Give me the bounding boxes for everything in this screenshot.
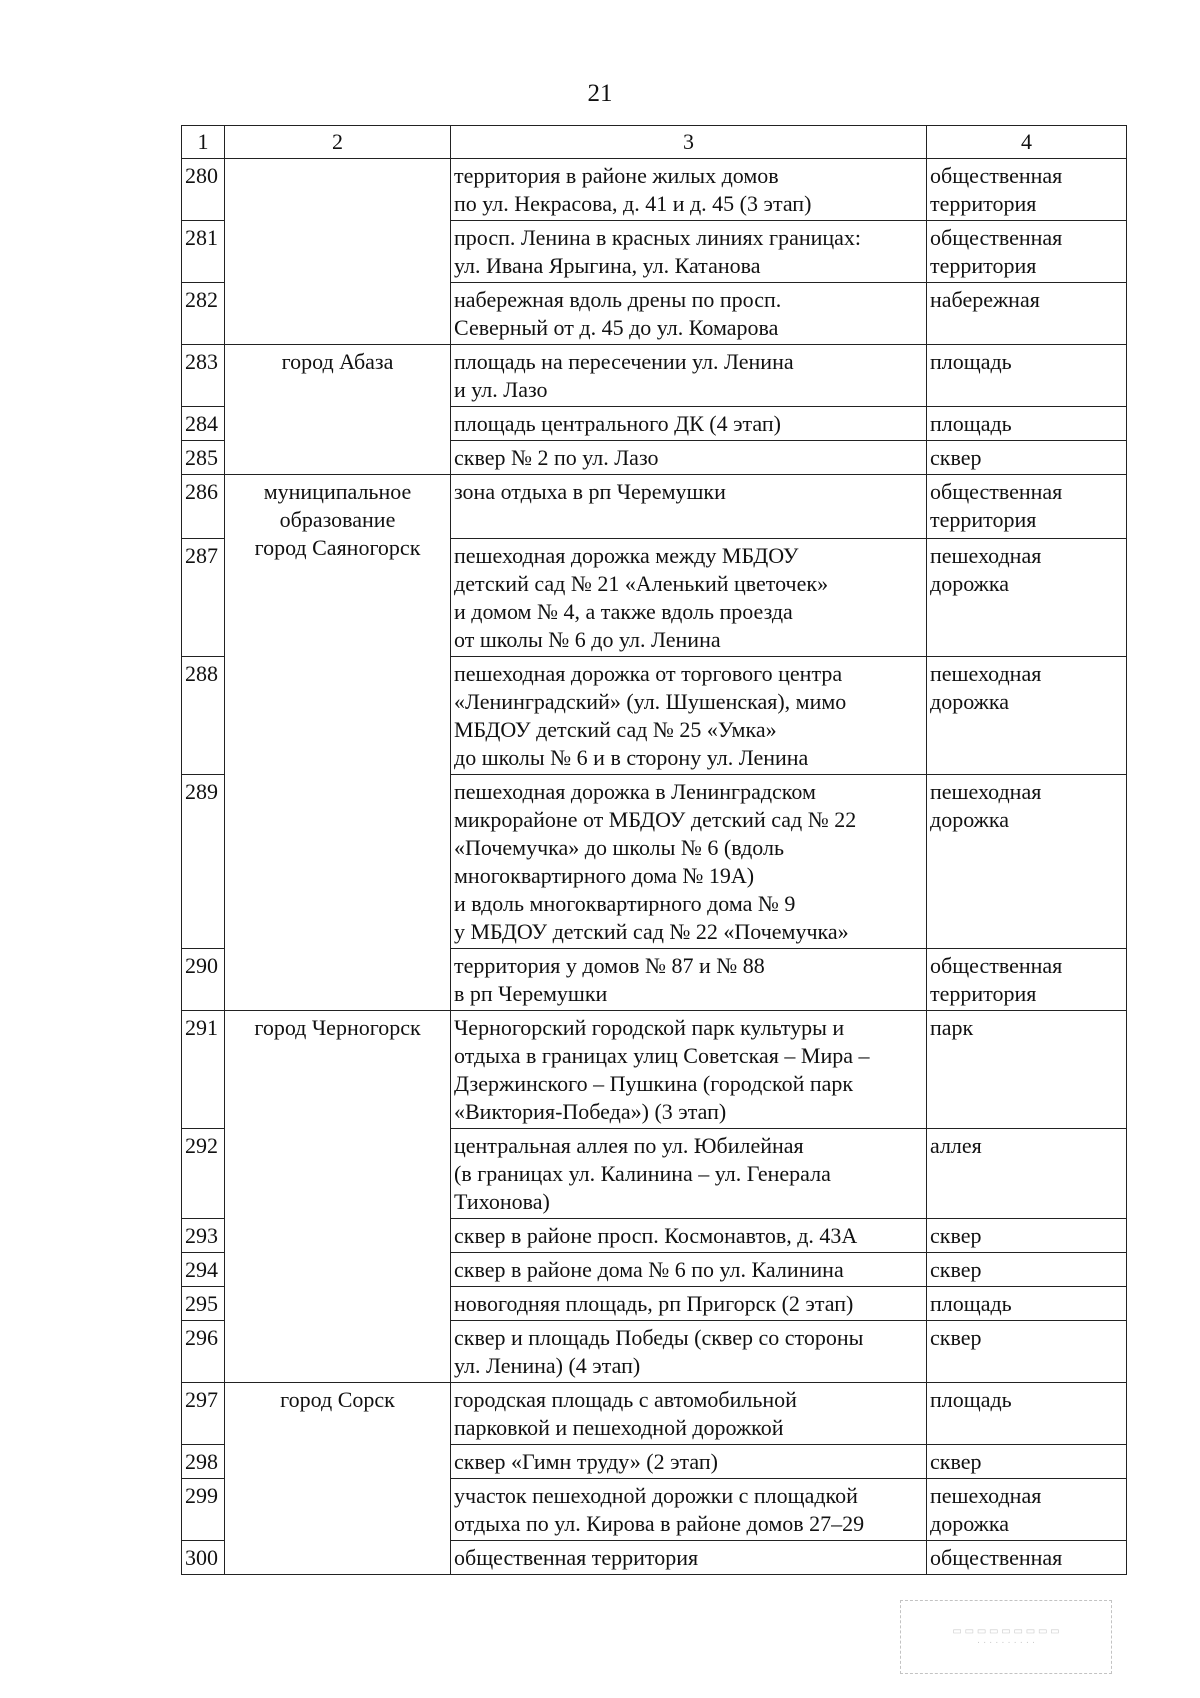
- municipality-cell: [225, 159, 451, 345]
- object-name-cell: пешеходная дорожка в Ленинградском микрорайоне от МБДОУ детский сад № 22 «Почемучка» до школы № 6 (вдоль многоквартирного дома № 19А) и вдоль многоквартирного дома № 9 у МБДОУ детский сад № 22 «Почемучка»: [451, 775, 927, 949]
- column-header: 1: [182, 126, 225, 159]
- object-name-cell: пешеходная дорожка между МБДОУ детский сад № 21 «Аленький цветочек» и домом № 4, а также вдоль проезда от школы № 6 до ул. Ленина: [451, 539, 927, 657]
- object-name-cell: территория в районе жилых домов по ул. Некрасова, д. 41 и д. 45 (3 этап): [451, 159, 927, 221]
- row-number: 287: [182, 539, 225, 657]
- objects-table: [181, 125, 1127, 1575]
- object-name-cell: зона отдыха в рп Черемушки: [451, 475, 927, 539]
- municipality-cell: город Черногорск: [225, 1011, 451, 1383]
- object-type-cell: пешеходная дорожка: [927, 775, 1127, 949]
- object-type-cell: парк: [927, 1011, 1127, 1129]
- row-number: 284: [182, 407, 225, 441]
- row-number: 281: [182, 221, 225, 283]
- row-number: 293: [182, 1219, 225, 1253]
- page-number: 21: [587, 80, 613, 107]
- object-name-cell: сквер в районе просп. Космонавтов, д. 43А: [451, 1219, 927, 1253]
- object-type-cell: общественная территория: [927, 949, 1127, 1011]
- object-type-cell: общественная территория: [927, 475, 1127, 539]
- municipality-cell: город Абаза: [225, 345, 451, 475]
- row-number: 300: [182, 1541, 225, 1575]
- municipality-cell: муниципальное образование город Саяногорск: [225, 475, 451, 1011]
- object-name-cell: общественная территория: [451, 1541, 927, 1575]
- object-name-cell: пешеходная дорожка от торгового центра «Ленинградский» (ул. Шушенская), мимо МБДОУ детский сад № 25 «Умка» до школы № 6 и в сторону ул. Ленина: [451, 657, 927, 775]
- object-type-cell: общественная: [927, 1541, 1127, 1575]
- row-number: 286: [182, 475, 225, 539]
- object-name-cell: сквер № 2 по ул. Лазо: [451, 441, 927, 475]
- object-name-cell: территория у домов № 87 и № 88 в рп Черемушки: [451, 949, 927, 1011]
- municipality-cell: город Сорск: [225, 1383, 451, 1575]
- column-header: 4: [927, 126, 1127, 159]
- object-type-cell: пешеходная дорожка: [927, 539, 1127, 657]
- row-number: 299: [182, 1479, 225, 1541]
- object-type-cell: сквер: [927, 1253, 1127, 1287]
- object-type-cell: сквер: [927, 1445, 1127, 1479]
- object-name-cell: площадь центрального ДК (4 этап): [451, 407, 927, 441]
- object-name-cell: площадь на пересечении ул. Ленина и ул. Лазо: [451, 345, 927, 407]
- object-name-cell: участок пешеходной дорожки с площадкой отдыха по ул. Кирова в районе домов 27–29: [451, 1479, 927, 1541]
- object-type-cell: площадь: [927, 345, 1127, 407]
- row-number: 289: [182, 775, 225, 949]
- row-number: 290: [182, 949, 225, 1011]
- object-type-cell: набережная: [927, 283, 1127, 345]
- row-number: 294: [182, 1253, 225, 1287]
- row-number: 280: [182, 159, 225, 221]
- row-number: 297: [182, 1383, 225, 1445]
- object-type-cell: пешеходная дорожка: [927, 657, 1127, 775]
- object-type-cell: сквер: [927, 1219, 1127, 1253]
- object-name-cell: центральная аллея по ул. Юбилейная (в границах ул. Калинина – ул. Генерала Тихонова): [451, 1129, 927, 1219]
- object-type-cell: площадь: [927, 407, 1127, 441]
- object-name-cell: просп. Ленина в красных линиях границах: ул. Ивана Ярыгина, ул. Катанова: [451, 221, 927, 283]
- object-type-cell: сквер: [927, 1321, 1127, 1383]
- table-row: [182, 345, 1127, 407]
- table-body: [182, 159, 1127, 1575]
- column-header: 3: [451, 126, 927, 159]
- table-row: [182, 475, 1127, 539]
- object-name-cell: набережная вдоль дрены по просп. Северный от д. 45 до ул. Комарова: [451, 283, 927, 345]
- electronic-signature-stamp: [900, 1600, 1112, 1674]
- object-type-cell: общественная территория: [927, 221, 1127, 283]
- stamp-mark: · · · · · · · · · ·: [976, 1637, 1036, 1648]
- row-number: 295: [182, 1287, 225, 1321]
- row-number: 285: [182, 441, 225, 475]
- object-type-cell: пешеходная дорожка: [927, 1479, 1127, 1541]
- object-name-cell: сквер «Гимн труду» (2 этап): [451, 1445, 927, 1479]
- object-type-cell: общественная территория: [927, 159, 1127, 221]
- row-number: 298: [182, 1445, 225, 1479]
- row-number: 288: [182, 657, 225, 775]
- object-name-cell: городская площадь с автомобильной парковкой и пешеходной дорожкой: [451, 1383, 927, 1445]
- object-type-cell: аллея: [927, 1129, 1127, 1219]
- table-row: [182, 159, 1127, 221]
- column-header: 2: [225, 126, 451, 159]
- row-number: 296: [182, 1321, 225, 1383]
- table-row: [182, 1011, 1127, 1129]
- object-name-cell: новогодняя площадь, рп Пригорск (2 этап): [451, 1287, 927, 1321]
- object-type-cell: площадь: [927, 1383, 1127, 1445]
- object-type-cell: сквер: [927, 441, 1127, 475]
- row-number: 283: [182, 345, 225, 407]
- row-number: 282: [182, 283, 225, 345]
- row-number: 291: [182, 1011, 225, 1129]
- stamp-mark: ▭ ▭ ▭ ▭ ▭ ▭ ▭ ▭ ▭: [952, 1626, 1060, 1637]
- table-row: [182, 1383, 1127, 1445]
- table-header-row: [182, 126, 1127, 159]
- object-name-cell: сквер и площадь Победы (сквер со стороны ул. Ленина) (4 этап): [451, 1321, 927, 1383]
- row-number: 292: [182, 1129, 225, 1219]
- object-name-cell: сквер в районе дома № 6 по ул. Калинина: [451, 1253, 927, 1287]
- object-name-cell: Черногорский городской парк культуры и отдыха в границах улиц Советская – Мира – Дзержинского – Пушкина (городской парк «Виктория-Победа») (3 этап): [451, 1011, 927, 1129]
- object-type-cell: площадь: [927, 1287, 1127, 1321]
